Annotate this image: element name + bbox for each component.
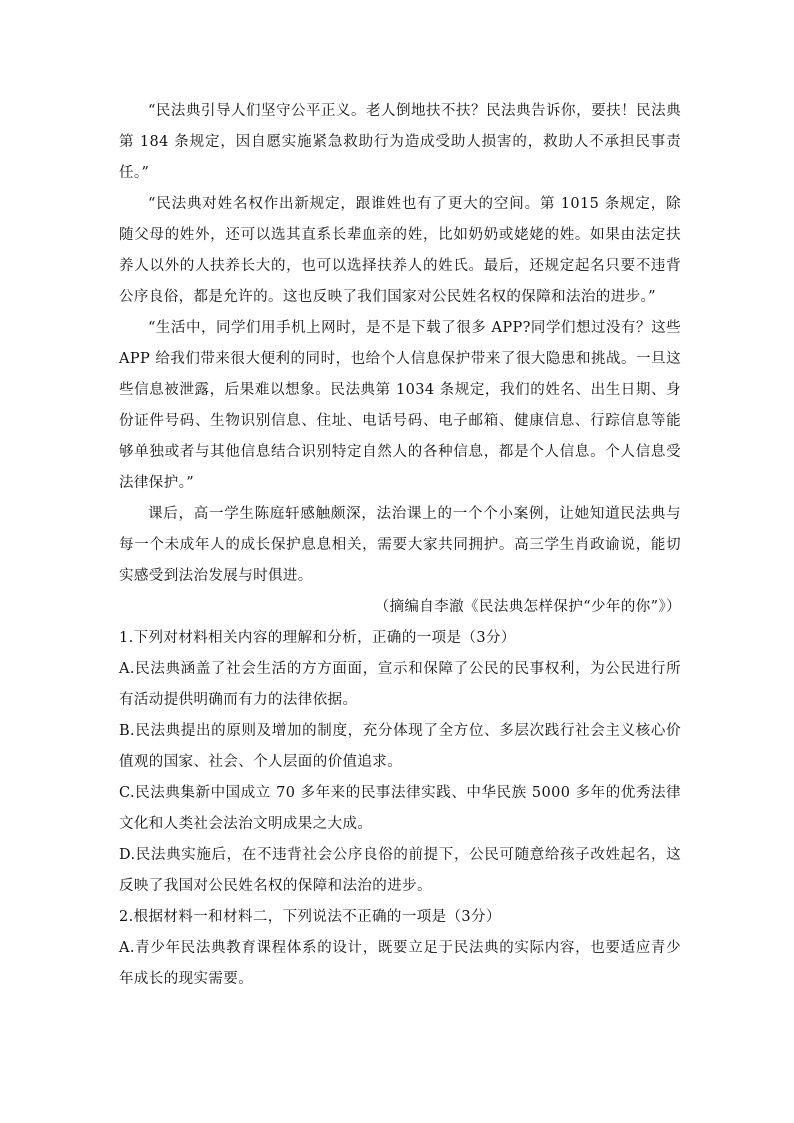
question-1-option-d: D.民法典实施后，在不违背社会公序良俗的前提下，公民可随意给孩子改姓起名，这反映了我国对公民姓名权的保障和法治的进步。 [119, 847, 681, 894]
source-citation: （摘编自李澈《民法典怎样保护“少年的你”》） [374, 599, 681, 615]
paragraph-personal-info: “生活中，同学们用手机上网时，是不是下载了很多 APP?同学们想过没有？这些 APP 给我们带来很大便利的同时，也给个人信息保护带来了很大隐患和挑战。一旦这些信息被泄露，后果难以想象。民法典第 1034 条规定，我们的姓名、出生日期、身份证件号码、生物识别信息、住址、电话号码、电子邮箱、健康信息、行踪信息等能够单独或者与其他信息结合识别特定自然人的各种信息，都是个人信息。个人信息受法律保护。” [119, 320, 681, 491]
question-1-option-b: B.民法典提出的原则及增加的制度，充分体现了全方位、多层次践行社会主义核心价值观的国家、社会、个人层面的价值追求。 [119, 723, 681, 770]
question-2-stem: 2.根据材料一和材料二，下列说法不正确的一项是（3分） [119, 909, 501, 925]
question-2-option-a: A.青少年民法典教育课程体系的设计，既要立足于民法典的实际内容，也要适应青少年成长的现实需要。 [119, 940, 681, 987]
question-1-stem: 1.下列对材料相关内容的理解和分析，正确的一项是（3分） [119, 630, 516, 646]
question-1-option-c: C.民法典集新中国成立 70 多年来的民事法律实践、中华民族 5000 多年的优秀法律文化和人类社会法治文明成果之大成。 [119, 785, 681, 832]
paragraph-fair-justice: “民法典引导人们坚守公平正义。老人倒地扶不扶？民法典告诉你，要扶！民法典第 184 条规定，因自愿实施紧急救助行为造成受助人损害的，救助人不承担民事责任。” [119, 103, 681, 181]
question-1-option-a: A.民法典涵盖了社会生活的方方面面，宣示和保障了公民的民事权利，为公民进行所有活动提供明确而有力的法律依据。 [119, 661, 681, 708]
paragraph-after-class: 课后，高一学生陈庭轩感触颇深，法治课上的一个个小案例，让她知道民法典与每一个未成年人的成长保护息息相关，需要大家共同拥护。高三学生肖政谕说，能切实感受到法治发展与时俱进。 [119, 506, 681, 584]
paragraph-name-right: “民法典对姓名权作出新规定，跟谁姓也有了更大的空间。第 1015 条规定，除随父母的姓外，还可以选其直系长辈血亲的姓，比如奶奶或姥姥的姓。如果由法定扶养人以外的人扶养长大的，也可以选择扶养人的姓氏。最后，还规定起名只要不违背公序良俗，都是允许的。这也反映了我们国家对公民姓名权的保障和法治的进步。” [119, 196, 681, 305]
document-page [119, 96, 681, 995]
